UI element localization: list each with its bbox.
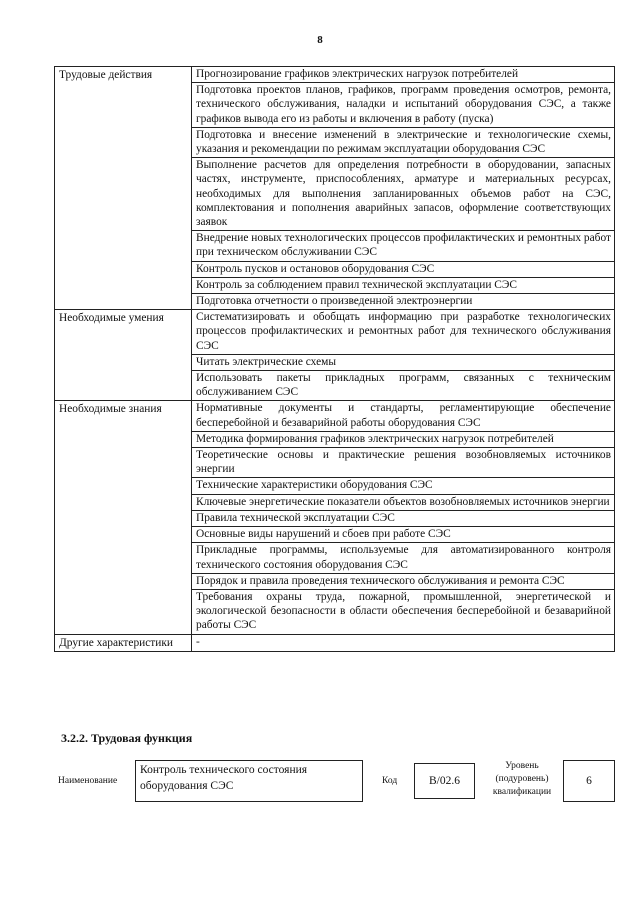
page-number: 8 bbox=[317, 34, 323, 46]
item-cell: Выполнение расчетов для определения потребности в оборудовании, запасных частях, инструменте, приспособлениях, арматуре и материальных ресурсах, необходимых для выполнения запланированных объемов работ на СЭС, комплектования и пополнения аварийных запасов, оформление соответствующих заявок bbox=[192, 158, 615, 231]
item-cell: Использовать пакеты прикладных программ, связанных с техническим обслуживанием СЭС bbox=[192, 371, 615, 401]
item-cell: Основные виды нарушений и сбоев при работе СЭС bbox=[192, 527, 615, 543]
item-cell: Теоретические основы и практические решения возобновляемых источников энергии bbox=[192, 448, 615, 478]
item-cell: Ключевые энергетические показатели объектов возобновляемых источников энергии bbox=[192, 494, 615, 510]
category-cell: Необходимые знания bbox=[55, 401, 192, 634]
table-body bbox=[55, 67, 615, 652]
item-cell: Методика формирования графиков электрических нагрузок потребителей bbox=[192, 431, 615, 447]
code-value: B/02.6 bbox=[429, 775, 460, 787]
item-cell: Подготовка проектов планов, графиков, программ проведения осмотров, ремонта, технического обслуживания, наладки и испытаний оборудования СЭС, а также графиков вывода его из работы и включения в работу (пуска) bbox=[192, 83, 615, 128]
item-cell: Правила технической эксплуатации СЭС bbox=[192, 510, 615, 526]
item-cell: Прикладные программы, используемые для автоматизированного контроля технического состояния оборудования СЭС bbox=[192, 543, 615, 573]
category-cell: Трудовые действия bbox=[55, 67, 192, 310]
function-header-row bbox=[54, 760, 615, 812]
code-label: Код bbox=[382, 776, 398, 786]
item-cell: Порядок и правила проведения технического обслуживания и ремонта СЭС bbox=[192, 573, 615, 589]
level-value: 6 bbox=[586, 775, 592, 787]
item-cell: Нормативные документы и стандарты, регламентирующие обеспечение бесперебойной и безаварийной работы оборудования СЭС bbox=[192, 401, 615, 431]
item-cell: - bbox=[192, 634, 615, 651]
labor-function-table bbox=[54, 66, 615, 652]
item-cell: Подготовка и внесение изменений в электрические и технологические схемы, указания и рекомендации по режимам эксплуатации оборудования СЭС bbox=[192, 127, 615, 157]
table-row bbox=[55, 634, 615, 651]
qualification-level-label: Уровень (подуровень) квалификации bbox=[492, 761, 552, 797]
category-cell: Необходимые умения bbox=[55, 310, 192, 401]
category-cell: Другие характеристики bbox=[55, 634, 192, 651]
item-cell: Технические характеристики оборудования СЭС bbox=[192, 478, 615, 494]
level-value-box bbox=[563, 760, 615, 802]
item-cell: Читать электрические схемы bbox=[192, 354, 615, 370]
name-value: Контроль технического состояния оборудования СЭС bbox=[140, 764, 308, 792]
item-cell: Систематизировать и обобщать информацию при разработке технологических процессов профилактических и ремонтных работ для технического обслуживания СЭС bbox=[192, 310, 615, 355]
table-row bbox=[55, 310, 615, 355]
code-value-box bbox=[414, 763, 475, 799]
name-label: Наименование bbox=[58, 776, 118, 786]
section-title: 3.2.2. Трудовая функция bbox=[61, 731, 193, 745]
name-value-box bbox=[135, 760, 363, 802]
item-cell: Требования охраны труда, пожарной, промышленной, энергетической и экологической безопасности в области обеспечения бесперебойной и безаварийной работы СЭС bbox=[192, 589, 615, 634]
item-cell: Внедрение новых технологических процессов профилактических и ремонтных работ при техническом обслуживании СЭС bbox=[192, 231, 615, 261]
item-cell: Контроль пусков и остановов оборудования СЭС bbox=[192, 261, 615, 277]
table-row bbox=[55, 67, 615, 83]
item-cell: Прогнозирование графиков электрических нагрузок потребителей bbox=[192, 67, 615, 83]
table-row bbox=[55, 401, 615, 431]
item-cell: Подготовка отчетности о произведенной электроэнергии bbox=[192, 294, 615, 310]
item-cell: Контроль за соблюдением правил технической эксплуатации СЭС bbox=[192, 277, 615, 293]
